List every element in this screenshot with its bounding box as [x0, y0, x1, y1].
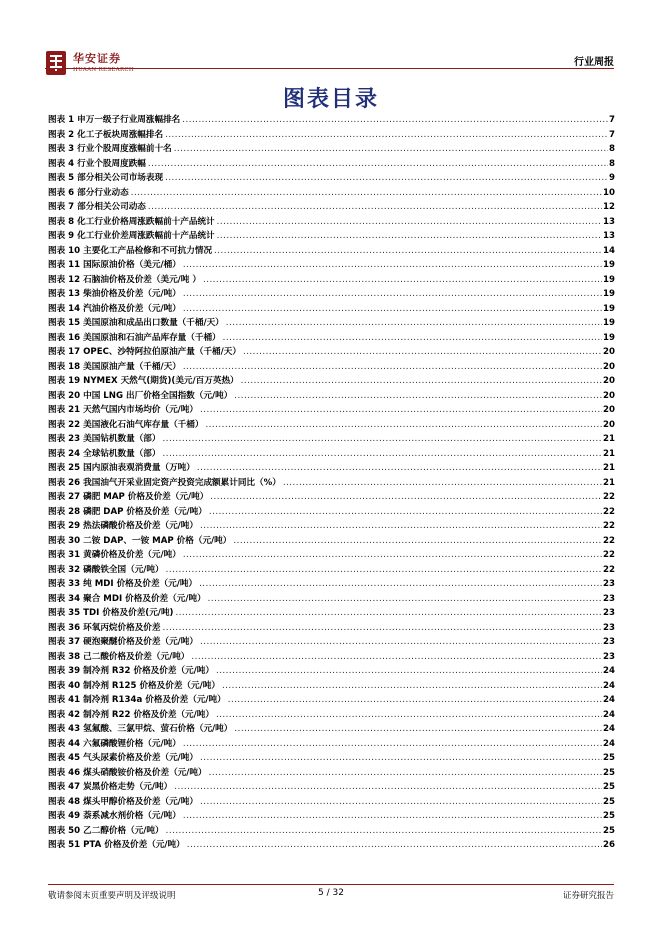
- toc-leader-dots: [175, 606, 602, 621]
- toc-entry-page: 19: [603, 289, 615, 299]
- toc-entry-page: 23: [603, 608, 615, 618]
- toc-entry-title: 图表 17 OPEC、沙特阿拉伯原油产量（千桶/天）: [48, 347, 241, 357]
- toc-entry-title: 图表 7 部分相关公司动态: [48, 202, 146, 212]
- toc-leader-dots: [200, 635, 602, 650]
- toc-entry-title: 图表 15 美国原油和成品出口数量（千桶/天）: [48, 318, 224, 328]
- toc-leader-dots: [162, 447, 602, 462]
- toc-entry-title: 图表 31 黄磷价格及价差（元/吨）: [48, 550, 181, 560]
- toc-entry-title: 图表 36 环氧丙烷价格及价差: [48, 622, 161, 633]
- toc-entry-title: 图表 32 磷酸铁全国（元/吨）: [48, 564, 164, 575]
- toc-entry-title: 图表 38 己二酸价格及价差（元/吨）: [48, 651, 190, 662]
- toc-leader-dots: [217, 229, 602, 244]
- toc-leader-dots: [203, 273, 602, 288]
- toc-entry-page: 19: [603, 332, 615, 343]
- toc-leader-dots: [183, 548, 602, 563]
- toc-entry[interactable]: [48, 795, 615, 810]
- toc-entry-page: 24: [603, 695, 615, 705]
- toc-entry-page: 21: [603, 463, 615, 473]
- toc-entry[interactable]: [48, 679, 615, 694]
- toc-entry-title: 图表 21 天然气国内市场均价（元/吨）: [48, 405, 198, 415]
- toc-leader-dots: [226, 316, 602, 331]
- toc-entry[interactable]: [48, 360, 615, 375]
- toc-entry-title: 图表 51 PTA 价格及价差（元/吨）: [48, 840, 185, 850]
- toc-entry-page: 19: [603, 260, 615, 270]
- toc-entry-title: 图表 49 萘系减水剂价格（元/吨）: [48, 811, 181, 821]
- page-header: [45, 48, 614, 84]
- toc-leader-dots: [209, 505, 602, 520]
- toc-entry[interactable]: [48, 215, 615, 230]
- toc-entry[interactable]: [48, 142, 615, 157]
- toc-entry[interactable]: [48, 751, 615, 766]
- toc-entry-page: 24: [603, 709, 615, 720]
- toc-entry-title: 图表 37 硬泡聚醚价格及价差（元/吨）: [48, 637, 198, 647]
- toc-entry[interactable]: [48, 606, 615, 621]
- toc-entry[interactable]: [48, 157, 615, 172]
- toc-leader-dots: [234, 722, 602, 737]
- toc-entry-title: 图表 1 申万一级子行业周涨幅排名: [48, 115, 181, 125]
- toc-leader-dots: [200, 795, 602, 810]
- toc-entry-page: 22: [603, 535, 615, 546]
- toc-entry-title: 图表 25 国内原油表观消费量（万吨）: [48, 463, 195, 473]
- toc-entry-title: 图表 5 部分相关公司市场表现: [48, 173, 164, 183]
- toc-entry-page: 24: [603, 738, 615, 749]
- toc-entry-title: 图表 41 制冷剂 R134a 价格及价差（元/吨）: [48, 695, 226, 705]
- toc-entry-title: 图表 50 乙二醇价格（元/吨）: [48, 825, 164, 836]
- toc-entry[interactable]: [48, 664, 615, 679]
- toc-leader-dots: [182, 113, 608, 128]
- toc-entry-page: 7: [609, 129, 615, 140]
- toc-entry-page: 20: [603, 390, 615, 401]
- toc-entry[interactable]: [48, 693, 615, 708]
- toc-entry-title: 图表 8 化工行业价格周涨跌幅前十产品统计: [48, 216, 215, 227]
- report-type-label: 行业周报: [574, 57, 614, 68]
- toc-entry[interactable]: [48, 273, 615, 288]
- toc-leader-dots: [217, 215, 602, 230]
- toc-leader-dots: [214, 244, 602, 259]
- toc-leader-dots: [174, 780, 602, 795]
- toc-entry-title: 图表 46 煤头硝酸铵价格及价差（元/吨）: [48, 767, 207, 778]
- toc-entry[interactable]: [48, 548, 615, 563]
- toc-entry-page: 14: [603, 245, 615, 256]
- toc-entry-page: 22: [603, 550, 615, 560]
- toc-entry-page: 19: [603, 318, 615, 328]
- toc-entry[interactable]: [48, 621, 615, 636]
- toc-entry-title: 图表 20 中国 LNG 出厂价格全国指数（元/吨）: [48, 390, 233, 401]
- toc-entry-page: 23: [603, 637, 615, 647]
- toc-entry-title: 图表 14 汽油价格及价差（元/吨）: [48, 303, 181, 314]
- toc-entry-title: 图表 45 气头尿素价格及价差（元/吨）: [48, 753, 198, 763]
- toc-entry[interactable]: [48, 186, 615, 201]
- toc-leader-dots: [183, 737, 602, 752]
- disclaimer-note: 敬请参阅末页重要声明及评级说明: [48, 891, 176, 901]
- toc-entry[interactable]: [48, 505, 615, 520]
- toc-entry-page: 8: [609, 158, 615, 169]
- toc-leader-dots: [183, 258, 602, 273]
- toc-entry-page: 26: [603, 840, 615, 850]
- toc-entry[interactable]: [48, 490, 615, 505]
- toc-leader-dots: [243, 345, 602, 360]
- toc-entry-page: 13: [603, 216, 615, 227]
- table-of-figures: [48, 113, 615, 853]
- toc-entry-title: 图表 48 煤头甲醇价格及价差（元/吨）: [48, 796, 198, 807]
- toc-entry[interactable]: [48, 838, 615, 853]
- toc-entry[interactable]: [48, 476, 615, 491]
- toc-entry-title: 图表 12 石脑油价格及价差（美元/吨 ）: [48, 274, 201, 285]
- toc-entry[interactable]: [48, 563, 615, 578]
- toc-entry[interactable]: [48, 244, 615, 259]
- page-number: 5 / 32: [318, 888, 344, 898]
- toc-entry-page: 10: [603, 187, 615, 198]
- toc-entry-title: 图表 6 部分行业动态: [48, 187, 129, 198]
- toc-entry-title: 图表 29 热法磷酸价格及价差（元/吨）: [48, 521, 198, 531]
- toc-leader-dots: [174, 142, 608, 157]
- toc-leader-dots: [200, 403, 602, 418]
- toc-entry-page: 23: [603, 651, 615, 662]
- header-divider: [45, 68, 614, 69]
- toc-entry-title: 图表 18 美国原油产量（千桶/天）: [48, 361, 181, 372]
- toc-entry[interactable]: [48, 766, 615, 781]
- toc-entry-page: 22: [603, 492, 615, 502]
- logo-name-cn: 华安证券: [73, 52, 121, 65]
- toc-entry[interactable]: [48, 258, 615, 273]
- toc-entry-page: 24: [603, 724, 615, 734]
- page-footer: [48, 884, 614, 908]
- toc-leader-dots: [241, 374, 602, 389]
- toc-leader-dots: [131, 186, 602, 201]
- toc-leader-dots: [233, 534, 602, 549]
- toc-leader-dots: [283, 476, 602, 491]
- toc-entry-page: 25: [603, 811, 615, 821]
- toc-leader-dots: [148, 200, 602, 215]
- toc-entry-title: 图表 2 化工子板块周涨幅排名: [48, 129, 164, 140]
- toc-leader-dots: [200, 519, 602, 534]
- toc-entry-page: 25: [603, 767, 615, 778]
- toc-entry-page: 8: [609, 144, 615, 154]
- toc-entry-title: 图表 30 二铵 DAP、一铵 MAP 价格（元/吨）: [48, 535, 232, 546]
- toc-entry[interactable]: [48, 824, 615, 839]
- toc-entry[interactable]: [48, 635, 615, 650]
- toc-entry[interactable]: [48, 708, 615, 723]
- toc-entry-title: 图表 42 制冷剂 R22 价格及价差（元/吨）: [48, 709, 214, 720]
- toc-entry-page: 25: [603, 796, 615, 807]
- toc-entry[interactable]: [48, 650, 615, 665]
- company-logo: [45, 50, 165, 80]
- toc-entry-page: 23: [603, 579, 615, 589]
- toc-entry-title: 图表 26 我国油气开采业固定资产投资完成额累计同比（%）: [48, 477, 281, 488]
- toc-entry-page: 25: [603, 782, 615, 792]
- toc-entry-title: 图表 4 行业个股周度跌幅: [48, 158, 146, 169]
- toc-entry-title: 图表 22 美国液化石油气库存量（千桶）: [48, 419, 204, 430]
- toc-entry-page: 25: [603, 753, 615, 763]
- toc-entry-title: 图表 11 国际原油价格（美元/桶）: [48, 260, 181, 270]
- toc-entry[interactable]: [48, 461, 615, 476]
- toc-leader-dots: [183, 360, 602, 375]
- toc-entry-page: 7: [609, 115, 615, 125]
- toc-entry-page: 19: [603, 303, 615, 314]
- toc-entry[interactable]: [48, 722, 615, 737]
- toc-leader-dots: [223, 331, 602, 346]
- toc-leader-dots: [165, 171, 608, 186]
- toc-leader-dots: [183, 287, 602, 302]
- toc-entry[interactable]: [48, 780, 615, 795]
- toc-leader-dots: [162, 432, 602, 447]
- toc-leader-dots: [216, 664, 602, 679]
- toc-leader-dots: [183, 809, 602, 824]
- toc-entry[interactable]: [48, 577, 615, 592]
- toc-leader-dots: [148, 157, 608, 172]
- footer-divider: [48, 884, 614, 885]
- toc-entry-page: 25: [603, 825, 615, 836]
- toc-leader-dots: [166, 563, 602, 578]
- toc-entry[interactable]: [48, 316, 615, 331]
- toc-leader-dots: [208, 592, 602, 607]
- toc-entry-page: 23: [603, 593, 615, 604]
- toc-leader-dots: [162, 621, 602, 636]
- toc-entry-page: 12: [603, 202, 615, 212]
- toc-leader-dots: [183, 302, 602, 317]
- toc-entry-title: 图表 28 磷肥 DAP 价格及价差（元/吨）: [48, 506, 207, 517]
- toc-entry-page: 13: [603, 231, 615, 241]
- toc-entry-page: 19: [603, 274, 615, 285]
- toc-entry-page: 24: [603, 680, 615, 691]
- toc-entry-page: 22: [603, 506, 615, 517]
- toc-leader-dots: [187, 838, 602, 853]
- toc-entry[interactable]: [48, 287, 615, 302]
- toc-entry[interactable]: [48, 592, 615, 607]
- toc-leader-dots: [197, 461, 602, 476]
- toc-entry-title: 图表 40 制冷剂 R125 价格及价差（元/吨）: [48, 680, 220, 691]
- toc-entry-page: 22: [603, 564, 615, 575]
- logo-name-en: HUAAN RESEARCH: [73, 67, 135, 73]
- toc-entry[interactable]: [48, 113, 615, 128]
- toc-entry[interactable]: [48, 809, 615, 824]
- toc-entry-title: 图表 44 六氟磷酸锂价格（元/吨）: [48, 738, 181, 749]
- toc-entry-title: 图表 43 氢氟酸、三氯甲烷、萤石价格（元/吨）: [48, 724, 233, 734]
- toc-entry-title: 图表 9 化工行业价差周涨跌幅前十产品统计: [48, 231, 215, 241]
- toc-entry-title: 图表 19 NYMEX 天然气(期货)(美元/百万英热）: [48, 376, 239, 386]
- toc-entry-title: 图表 23 美国钻机数量（部）: [48, 434, 161, 444]
- toc-entry-title: 图表 47 炭黑价格走势（元/吨）: [48, 782, 173, 792]
- toc-entry[interactable]: [48, 374, 615, 389]
- toc-entry-page: 21: [603, 477, 615, 488]
- toc-entry-page: 21: [603, 448, 615, 459]
- toc-entry[interactable]: [48, 432, 615, 447]
- toc-leader-dots: [228, 693, 602, 708]
- toc-entry[interactable]: [48, 345, 615, 360]
- toc-entry-page: 20: [603, 419, 615, 430]
- toc-entry-title: 图表 39 制冷剂 R32 价格及价差（元/吨）: [48, 666, 214, 676]
- company-logo-icon: [45, 50, 67, 76]
- toc-leader-dots: [165, 128, 608, 143]
- toc-entry[interactable]: [48, 403, 615, 418]
- toc-entry-page: 20: [603, 361, 615, 372]
- toc-entry-title: 图表 10 主要化工产品检修和不可抗力情况: [48, 245, 213, 256]
- toc-entry-page: 24: [603, 666, 615, 676]
- toc-entry[interactable]: [48, 171, 615, 186]
- toc-entry[interactable]: [48, 534, 615, 549]
- toc-entry-title: 图表 16 美国原油和石油产品库存量（千桶）: [48, 332, 221, 343]
- toc-leader-dots: [200, 751, 602, 766]
- toc-leader-dots: [234, 389, 602, 404]
- toc-leader-dots: [216, 708, 602, 723]
- toc-entry-page: 9: [609, 173, 615, 183]
- toc-entry[interactable]: [48, 229, 615, 244]
- toc-leader-dots: [199, 577, 602, 592]
- toc-entry[interactable]: [48, 128, 615, 143]
- toc-entry-page: 20: [603, 405, 615, 415]
- toc-entry-title: 图表 35 TDI 价格及价差(元/吨): [48, 608, 174, 618]
- toc-entry[interactable]: [48, 447, 615, 462]
- toc-entry-title: 图表 27 磷肥 MAP 价格及价差（元/吨）: [48, 492, 209, 502]
- toc-entry[interactable]: [48, 737, 615, 752]
- toc-entry[interactable]: [48, 331, 615, 346]
- toc-leader-dots: [222, 679, 602, 694]
- toc-entry-page: 22: [603, 521, 615, 531]
- toc-entry-page: 20: [603, 347, 615, 357]
- toc-leader-dots: [191, 650, 602, 665]
- toc-entry-title: 图表 13 柴油价格及价差（元/吨）: [48, 289, 181, 299]
- report-category: 证券研究报告: [562, 891, 614, 901]
- toc-entry[interactable]: [48, 389, 615, 404]
- toc-entry-title: 图表 3 行业个股周度涨幅前十名: [48, 144, 172, 154]
- toc-entry[interactable]: [48, 302, 615, 317]
- toc-entry-title: 图表 24 全球钻机数量（部）: [48, 448, 161, 459]
- toc-entry[interactable]: [48, 418, 615, 433]
- toc-leader-dots: [166, 824, 602, 839]
- toc-entry-title: 图表 34 聚合 MDI 价格及价差（元/吨）: [48, 593, 206, 604]
- toc-leader-dots: [210, 490, 602, 505]
- toc-entry-page: 21: [603, 434, 615, 444]
- page-title: 图表目录: [282, 87, 379, 112]
- toc-entry-page: 23: [603, 622, 615, 633]
- toc-entry[interactable]: [48, 519, 615, 534]
- toc-entry[interactable]: [48, 200, 615, 215]
- toc-leader-dots: [209, 766, 602, 781]
- toc-leader-dots: [205, 418, 602, 433]
- toc-entry-title: 图表 33 纯 MDI 价格及价差（元/吨）: [48, 579, 198, 589]
- toc-entry-page: 20: [603, 376, 615, 386]
